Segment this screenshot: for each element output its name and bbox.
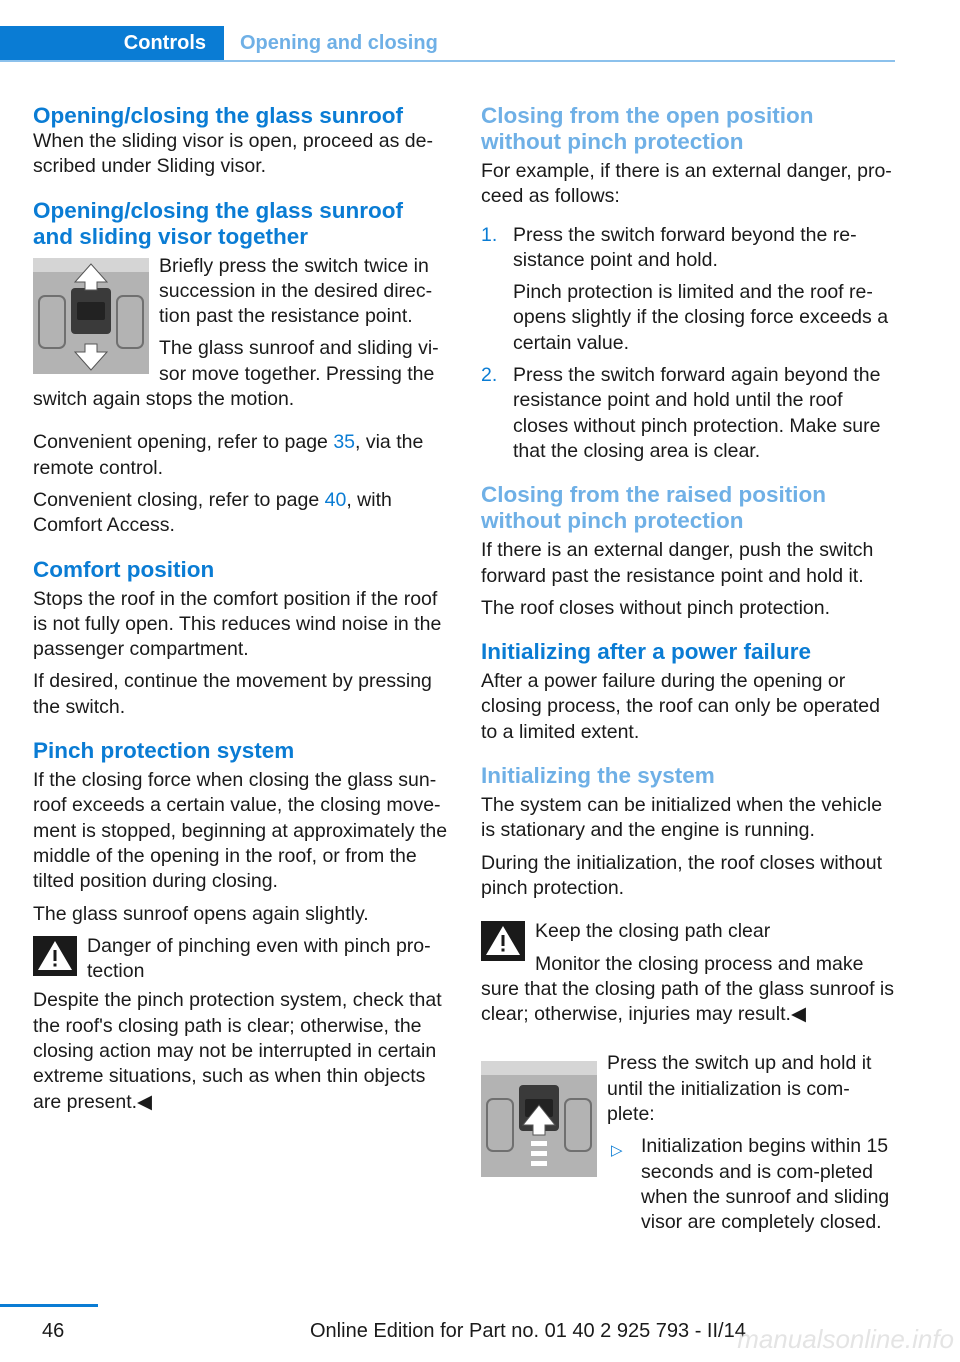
paragraph: If there is an external danger, push the switch forward past the resistance point and hold it. [481, 539, 874, 587]
warning-triangle-icon [33, 936, 77, 976]
heading-pinch-protection: Pinch protection system [33, 738, 295, 764]
watermark: manualsonline.info [737, 1324, 954, 1354]
footer-rule [0, 1304, 98, 1307]
list-item: ▷ Initialization begins within 15 seconds and is com-pleted when the sunroof and sliding visor are completely closed. [611, 1135, 890, 1234]
paragraph: When the sliding visor is open, proceed as de-scribed under Sliding visor. [33, 130, 433, 178]
steps-list [481, 223, 896, 465]
paragraph: Briefly press the switch twice in succession in the desired direc-tion past the resistance point. [159, 254, 433, 328]
paragraph-convenient-opening: Convenient opening, refer to page 35, via the remote control. [33, 431, 424, 479]
page-link-40[interactable]: 40 [324, 488, 347, 511]
warning-body: Monitor the closing process and make sure that the closing path of the glass sunroof is clear; otherwise, injuries may result.◀ [481, 952, 894, 1026]
warning-triangle-icon [481, 921, 525, 961]
paragraph-convenient-closing: Convenient closing, refer to page 40, with Comfort Access. [33, 488, 392, 537]
page-link-35[interactable]: 35 [333, 431, 356, 454]
header-rule [0, 60, 895, 62]
heading-initializing-power-failure: Initializing after a power failure [481, 639, 812, 665]
left-column [33, 103, 449, 1115]
paragraph: If desired, continue the movement by pressing the switch. [33, 670, 432, 718]
roof-switch-up-illustration [481, 1061, 597, 1177]
paragraph: The system can be initialized when the vehicle is stationary and the engine is running. [481, 794, 883, 842]
tab-controls[interactable]: Controls [0, 26, 224, 60]
heading-closing-raised-position: Closing from the raised position without pinch protection [481, 482, 827, 534]
heading-sunroof-and-visor-together: Opening/closing the glass sunroof and sliding visor together [33, 197, 404, 249]
paragraph: The roof closes without pinch protection. [481, 596, 831, 619]
paragraph: Press the switch up and hold it until the initialization is com-plete: [607, 1052, 872, 1126]
heading-initializing-system: Initializing the system [481, 763, 715, 789]
list-item: 1. Press the switch forward beyond the re-sistance point and hold. Pinch protection is limited and the roof re-opens slightly if the closing force exceeds a certain value. [481, 223, 889, 354]
paragraph: For example, if there is an external danger, pro-ceed as follows: [481, 160, 892, 208]
paragraph: Stops the roof in the comfort position if the roof is not fully open. This reduces wind noise in the passenger compartment. [33, 587, 442, 661]
right-column [481, 103, 896, 1236]
header-tabbar [0, 26, 895, 62]
tab-opening-and-closing[interactable]: Opening and closing [240, 32, 438, 54]
warning-block [481, 919, 896, 1027]
paragraph: After a power failure during the opening or closing process, the roof can only be operated to a limited extent. [481, 670, 880, 743]
heading-closing-open-position: Closing from the open position without pinch protection [481, 103, 814, 154]
paragraph: The glass sunroof opens again slightly. [33, 902, 369, 925]
roof-switch-illustration [33, 258, 149, 374]
switch-image-up [481, 1061, 597, 1177]
page-number: 46 [42, 1320, 65, 1342]
paragraph: If the closing force when closing the glass sun-roof exceeds a certain value, the closing move-ment is stopped, beginning at approximately the middle of the opening in the roof, or from the tilted position during closing. [33, 769, 448, 893]
warning-title: Danger of pinching even with pinch pro-tection [87, 934, 431, 983]
warning-title: Keep the closing path clear [535, 920, 771, 943]
warning-block [33, 934, 449, 1115]
paragraph: During the initialization, the roof closes without pinch protection. [481, 851, 883, 899]
warning-body: Despite the pinch protection system, check that the roof's closing path is clear; otherwise, the closing action may not be interrupted in certain extreme situations, such as when thin objects are present.◀ [33, 989, 442, 1113]
bullet-triangle-icon: ▷ [611, 1142, 623, 1160]
list-item: 2. Press the switch forward again beyond the resistance point and hold until the roof closes without pinch protection. Make sure that the closing area is clear. [481, 364, 881, 462]
heading-opening-closing-sunroof: Opening/closing the glass sunroof [33, 103, 404, 128]
heading-comfort-position: Comfort position [33, 556, 215, 582]
paragraph: The glass sunroof and sliding vi-sor move together. Pressing the switch again stops the motion. [33, 337, 439, 411]
switch-image-up-down [33, 258, 149, 374]
edition-text: Online Edition for Part no. 01 40 2 925 793 - II/14 [310, 1320, 746, 1342]
